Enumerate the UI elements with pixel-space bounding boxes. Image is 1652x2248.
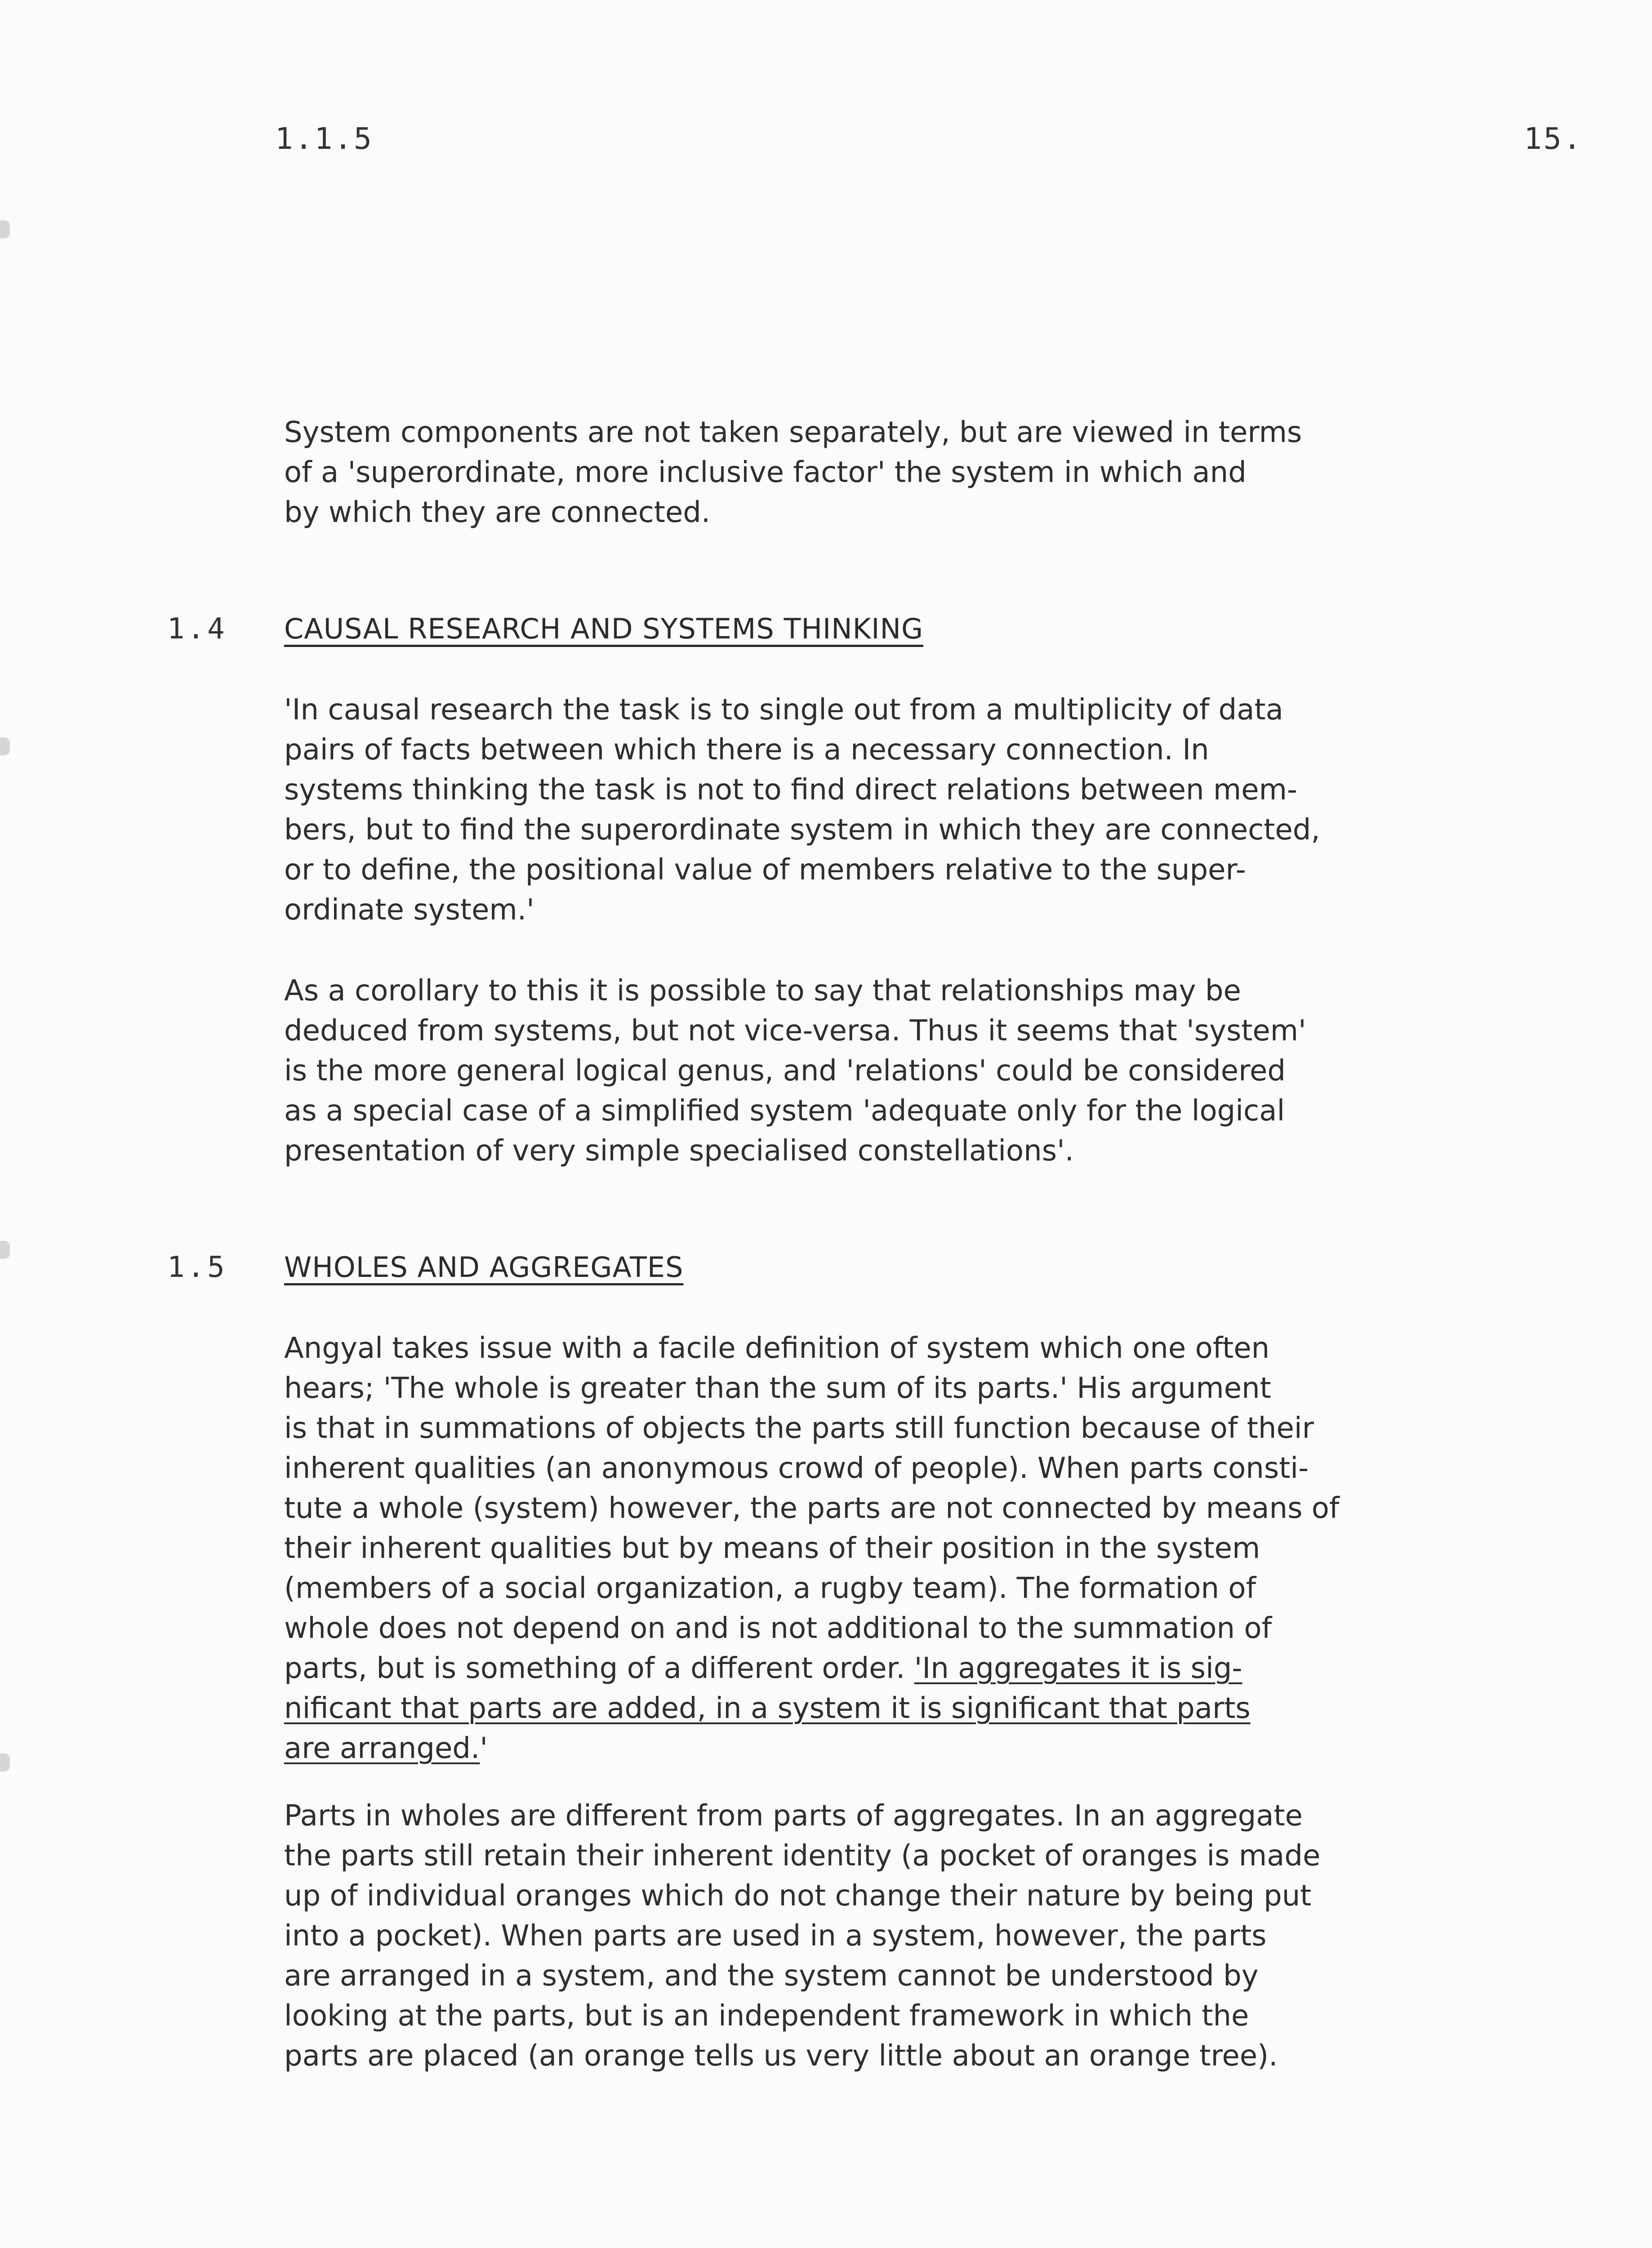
text-line: into a pocket). When parts are used in a system, however, the parts	[284, 1919, 1267, 1953]
text-line: System components are not taken separately, but are viewed in terms	[284, 416, 1302, 449]
text-line: inherent qualities (an anonymous crowd of people). When parts consti-	[284, 1452, 1309, 1485]
text-line: bers, but to find the superordinate system in which they are connected,	[284, 813, 1320, 847]
binding-hole-mark	[0, 737, 10, 755]
text-line: Parts in wholes are different from parts of aggregates. In an aggregate	[284, 1799, 1303, 1833]
text-line: presentation of very simple specialised constellations'.	[284, 1134, 1074, 1168]
section-number: 1.5	[167, 1251, 227, 1284]
text-line: parts are placed (an orange tells us very little about an orange tree).	[284, 2039, 1278, 2073]
binding-hole-mark	[0, 1241, 10, 1259]
section-number: 1.4	[167, 612, 227, 646]
text-line: up of individual oranges which do not change their nature by being put	[284, 1879, 1312, 1913]
text-line: systems thinking the task is not to find direct relations between mem-	[284, 773, 1298, 807]
text-line: as a special case of a simplified system 'adequate only for the logical	[284, 1094, 1285, 1128]
binding-hole-mark	[0, 220, 10, 238]
text-line: 'In causal research the task is to single out from a multiplicity of data	[284, 693, 1283, 727]
binding-hole-mark	[0, 1753, 10, 1771]
body-paragraph	[284, 971, 1306, 1171]
intro-paragraph	[284, 413, 1302, 533]
text-line: are arranged in a system, and the system cannot be understood by	[284, 1959, 1259, 1993]
text-line: whole does not depend on and is not additional to the summation of	[284, 1612, 1272, 1645]
text-line: As a corollary to this it is possible to say that relationships may be	[284, 974, 1241, 1008]
text-line: Angyal takes issue with a facile definition of system which one often	[284, 1332, 1270, 1365]
text-line: is that in summations of objects the parts still function because of their	[284, 1412, 1314, 1445]
text-line: the parts still retain their inherent identity (a pocket of oranges is made	[284, 1839, 1321, 1873]
body-paragraph	[284, 1329, 1339, 1769]
text-line	[284, 1649, 1339, 1689]
text-line: of a 'superordinate, more inclusive factor' the system in which and	[284, 456, 1247, 489]
section-reference: 1.1.5	[275, 121, 374, 156]
text-line: looking at the parts, but is an independent framework in which the	[284, 1999, 1249, 2033]
text-line: tute a whole (system) however, the parts are not connected by means of	[284, 1492, 1340, 1525]
text-line: their inherent qualities but by means of their position in the system	[284, 1532, 1260, 1565]
page-number: 15.	[1524, 121, 1583, 156]
underlined-quote: 'In aggregates it is sig-	[914, 1652, 1242, 1685]
text-line: ordinate system.'	[284, 893, 534, 927]
body-paragraph	[284, 1796, 1320, 2076]
section-heading: WHOLES AND AGGREGATES	[284, 1251, 684, 1284]
text-line: pairs of facts between which there is a necessary connection. In	[284, 733, 1209, 767]
text-line: deduced from systems, but not vice-versa. Thus it seems that 'system'	[284, 1014, 1306, 1048]
underlined-quote: nificant that parts are added, in a system it is significant that parts	[284, 1692, 1251, 1725]
underlined-quote: are arranged.	[284, 1732, 480, 1765]
text-line: (members of a social organization, a rugby team). The formation of	[284, 1572, 1256, 1605]
section-heading: CAUSAL RESEARCH AND SYSTEMS THINKING	[284, 612, 924, 645]
text-line: by which they are connected.	[284, 496, 711, 529]
text-segment: parts, but is something of a different order.	[284, 1652, 914, 1685]
text-line: hears; 'The whole is greater than the sum of its parts.' His argument	[284, 1372, 1271, 1405]
text-line: is the more general logical genus, and 'relations' could be considered	[284, 1054, 1286, 1088]
text-segment: '	[480, 1732, 488, 1765]
text-line	[284, 1729, 1339, 1769]
quote-paragraph	[284, 690, 1320, 930]
text-line: or to define, the positional value of members relative to the super-	[284, 853, 1246, 887]
